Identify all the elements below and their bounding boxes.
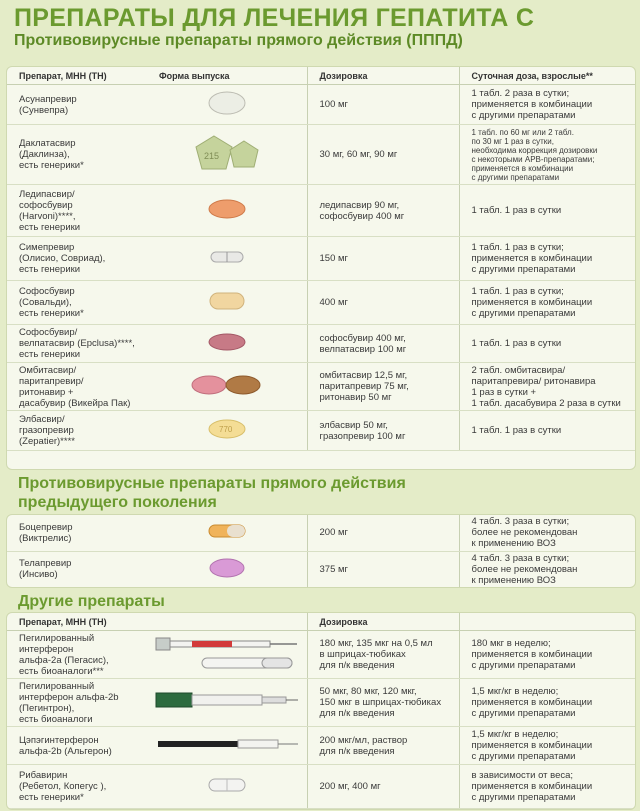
- drug-dose: 50 мкг, 80 мкг, 120 мкг, 150 мкг в шприцах-тюбиках для п/к введения: [307, 679, 459, 727]
- drug-name: Цэпэгинтерферон альфа-2b (Альгерон): [7, 727, 147, 765]
- section-previous-gen: [6, 514, 636, 588]
- section-ppd: [6, 66, 636, 470]
- pill-imprint: 770: [218, 425, 233, 434]
- table-row: [7, 325, 635, 363]
- section-heading-other: Другие препараты: [18, 593, 165, 610]
- table-row: [7, 85, 635, 125]
- header-form: [147, 613, 307, 631]
- drug-daily: 4 табл. 3 раза в сутки; более не рекомендован к применению ВОЗ: [459, 515, 635, 551]
- header-name: Препарат, МНН (ТН): [7, 613, 147, 631]
- table-row: [7, 679, 635, 727]
- header-name: Препарат, МНН (ТН): [7, 67, 147, 85]
- table-row: [7, 363, 635, 411]
- drug-form: [147, 237, 307, 281]
- header-form: Форма выпуска: [147, 67, 307, 85]
- table-row: [7, 727, 635, 765]
- section-other: [6, 612, 636, 810]
- injection-pen-icon: [152, 681, 302, 721]
- drug-name: Асунапревир (Сунвепра): [7, 85, 147, 125]
- drug-form: [147, 411, 307, 451]
- drug-daily: 1 табл. 1 раз в сутки; применяется в комбинации с другими препаратами: [459, 281, 635, 325]
- previous-gen-table: [7, 515, 635, 588]
- drug-name: Софосбувир/ велпатасвир (Epclusa)****, есть генерики: [7, 325, 147, 363]
- drug-form: [147, 631, 307, 679]
- drug-daily: 1 табл. 2 раза в сутки; применяется в комбинации с другими препаратами: [459, 85, 635, 125]
- drug-form: [147, 363, 307, 411]
- drug-name: Омбитасвир/ паритапревир/ ритонавир + дасабувир (Викейра Пак): [7, 363, 147, 411]
- section-heading-previous: Противовирусные препараты прямого действия предыдущего поколения: [18, 475, 406, 511]
- drug-daily: 1 табл. 1 раз в сутки: [459, 325, 635, 363]
- table-header: [7, 67, 635, 85]
- table-row: [7, 281, 635, 325]
- drug-name: Симепревир (Олисио, Совриад), есть генерики: [7, 237, 147, 281]
- drug-daily: 1 табл. 1 раз в сутки: [459, 185, 635, 237]
- header-daily: Суточная доза, взрослые**: [459, 67, 635, 85]
- purple-oval-tablet-icon: [197, 557, 257, 579]
- table-header: [7, 613, 635, 631]
- drug-dose: элбасвир 50 мг, гразопревир 100 мг: [307, 411, 459, 451]
- header-dose: Дозировка: [307, 613, 459, 631]
- drug-form: [147, 679, 307, 727]
- drug-daily: 1,5 мкг/кг в неделю; применяется в комбинации с другими препаратами: [459, 679, 635, 727]
- table-row: [7, 237, 635, 281]
- table-row: [7, 765, 635, 809]
- drug-dose: омбитасвир 12,5 мг, паритапревир 75 мг, ритонавир 50 мг: [307, 363, 459, 411]
- orange-oval-tablet-icon: [197, 196, 257, 222]
- drug-daily: 180 мкг в неделю; применяется в комбинации с другими препаратами: [459, 631, 635, 679]
- drug-name: Телапревир (Инсиво): [7, 551, 147, 587]
- white-capsule-icon: [197, 775, 257, 795]
- header-daily: [459, 613, 635, 631]
- orange-capsule-icon: [197, 521, 257, 541]
- table-row: [7, 411, 635, 451]
- page-subtitle: Противовирусные препараты прямого действия (ПППД): [14, 32, 463, 49]
- table-row: [7, 185, 635, 237]
- drug-dose: софосбувир 400 мг, велпатасвир 100 мг: [307, 325, 459, 363]
- drug-dose: 100 мг: [307, 85, 459, 125]
- drug-daily: в зависимости от веса; применяется в комбинации с другими препаратами: [459, 765, 635, 809]
- header-dose: Дозировка: [307, 67, 459, 85]
- green-pentagon-tablets-icon: [192, 133, 262, 173]
- syringe-icon: [152, 632, 302, 674]
- drug-name: Элбасвир/ гразопревир (Zepatier)****: [7, 411, 147, 451]
- drug-form: [147, 185, 307, 237]
- drug-name: Пегилированный интерферон альфа-2b (Пегинтрон), есть биоаналоги: [7, 679, 147, 727]
- drug-name: Софосбувир (Совальди), есть генерики*: [7, 281, 147, 325]
- ppd-table: [7, 67, 635, 451]
- syringe-thin-icon: [152, 734, 302, 754]
- drug-daily: 1 табл. по 60 мг или 2 табл. по 30 мг 1 раз в сутки, необходима коррекция дозировки с некоторыми АРВ-препаратами; применяется в комбинации с другими препаратами: [459, 125, 635, 185]
- drug-dose: 400 мг: [307, 281, 459, 325]
- table-row: [7, 515, 635, 551]
- drug-dose: 30 мг, 60 мг, 90 мг: [307, 125, 459, 185]
- pink-diamond-tablet-icon: [197, 331, 257, 353]
- drug-daily: 4 табл. 3 раза в сутки; более не рекомендован к применению ВОЗ: [459, 551, 635, 587]
- drug-form: [147, 325, 307, 363]
- table-row: [7, 551, 635, 587]
- drug-dose: ледипасвир 90 мг, софосбувир 400 мг: [307, 185, 459, 237]
- drug-dose: 200 мг, 400 мг: [307, 765, 459, 809]
- pink-and-brown-tablets-icon: [187, 373, 267, 397]
- drug-name: Даклатасвир (Даклинза), есть генерики*: [7, 125, 147, 185]
- drug-form: [147, 515, 307, 551]
- drug-form: [147, 727, 307, 765]
- drug-dose: 200 мкг/мл, раствор для п/к введения: [307, 727, 459, 765]
- drug-dose: 150 мг: [307, 237, 459, 281]
- beige-capsule-tablet-icon: [197, 290, 257, 312]
- page-title: ПРЕПАРАТЫ ДЛЯ ЛЕЧЕНИЯ ГЕПАТИТА С: [14, 4, 535, 32]
- drug-name: Рибавирин (Ребетол, Копегус ), есть генерики*: [7, 765, 147, 809]
- drug-name: Боцепревир (Виктрелис): [7, 515, 147, 551]
- drug-daily: 1,5 мкг/кг в неделю; применяется в комбинации с другими препаратами: [459, 727, 635, 765]
- drug-daily: 1 табл. 1 раз в сутки: [459, 411, 635, 451]
- white-capsule-icon: [197, 247, 257, 267]
- drug-form: [147, 125, 307, 185]
- drug-form: [147, 85, 307, 125]
- table-row: [7, 125, 635, 185]
- yellow-oval-tablet-icon: [197, 418, 257, 440]
- white-round-tablet-icon: [197, 90, 257, 116]
- drug-dose: 200 мг: [307, 515, 459, 551]
- table-row: [7, 631, 635, 679]
- drug-dose: 375 мг: [307, 551, 459, 587]
- pill-imprint: 215: [203, 151, 219, 161]
- drug-name: Ледипасвир/ софосбувир (Harvoni)****, есть генерики: [7, 185, 147, 237]
- other-table: [7, 613, 635, 809]
- drug-form: [147, 765, 307, 809]
- drug-daily: 1 табл. 1 раз в сутки; применяется в комбинации с другими препаратами: [459, 237, 635, 281]
- drug-form: [147, 281, 307, 325]
- drug-daily: 2 табл. омбитасвира/ паритапревира/ ритонавира 1 раз в сутки + 1 табл. дасабувира 2 раза в сутки: [459, 363, 635, 411]
- drug-dose: 180 мкг, 135 мкг на 0,5 мл в шприцах-тюбиках для п/к введения: [307, 631, 459, 679]
- drug-name: Пегилированный интерферон альфа-2а (Пегасис), есть биоаналоги***: [7, 631, 147, 679]
- drug-form: [147, 551, 307, 587]
